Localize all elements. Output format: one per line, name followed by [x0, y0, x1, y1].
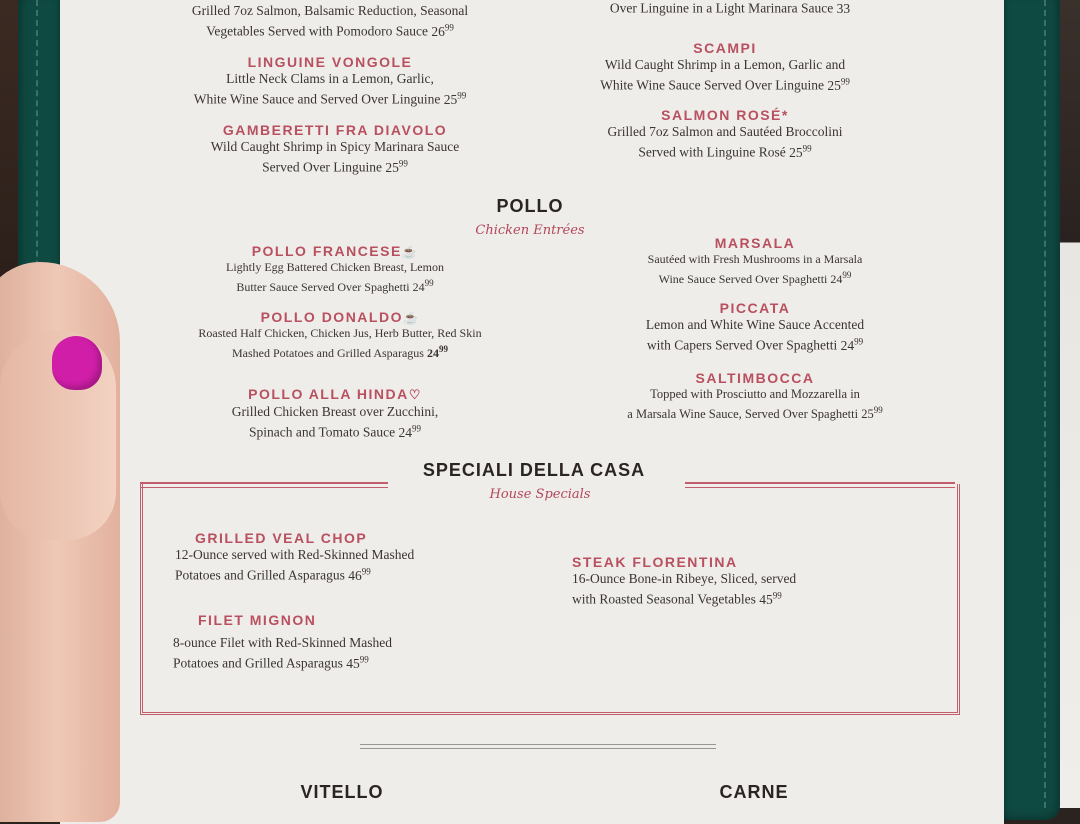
item-name: MARSALA [714, 235, 796, 251]
menu-item-saltimbocca [600, 370, 910, 422]
item-description: 12-Ounce served with Red-Skinned Mashed Potatoes and Grilled Asparagus $46^{99}$ [175, 547, 415, 583]
item-description: Topped with Prosciutto and Mozzarella in a Marsala Wine Sauce, Served Over Spaghetti $25^{99}$ [627, 387, 883, 422]
item-description: Wild Caught Shrimp in Spicy Marinara Sauce Served Over Linguine $25^{99}$ [210, 139, 460, 175]
item-name: POLLO ALLA HINDA♡ [248, 386, 422, 402]
menu-item-gamberetti [170, 122, 500, 176]
section-divider [360, 744, 716, 749]
section-title-carne: CARNE [719, 782, 789, 802]
menu-item-pollo-alla-hinda [190, 386, 480, 441]
item-name: PICCATA [719, 300, 791, 316]
section-title-pollo: POLLO [496, 196, 564, 216]
section-subtitle-pollo: Chicken Entrées [475, 223, 585, 238]
menu-item-pollo-donaldo [165, 309, 515, 361]
item-description: Grilled Chicken Breast over Zucchini, Spinach and Tomato Sauce $24^{99}$ [231, 404, 439, 440]
menu-item-pollo-francese [190, 243, 480, 295]
item-name: POLLO DONALDO☕ [260, 309, 420, 325]
menu-item-linguine-vongole [160, 54, 500, 108]
heart-icon: ♡ [408, 387, 422, 402]
item-name: SALMON ROSÉ* [661, 107, 789, 123]
menu-item-filet-mignon [173, 612, 443, 672]
menu-item-grilled-veal-chop [175, 530, 445, 584]
chef-hat-icon: ☕ [401, 245, 419, 259]
menu-item-salmon-balsamic [150, 2, 510, 40]
item-description: Roasted Half Chicken, Chicken Jus, Herb Butter, Red Skin Mashed Potatoes and Grilled Asparagus $24^{99}$ [198, 326, 482, 360]
item-description: Wild Caught Shrimp in a Lemon, Garlic and White Wine Sauce Served Over Linguine $25^{99}$ [600, 57, 850, 93]
item-description: 16-Ounce Bone-in Ribeye, Sliced, served with Roasted Seasonal Vegetables $45^{99}$ [572, 571, 797, 607]
item-description: Grilled 7oz Salmon and Sautéed Broccolini Served with Linguine Rosé $25^{99}$ [607, 124, 843, 160]
chef-hat-icon: ☕ [402, 311, 420, 325]
item-description: Over Linguine in a Light Marinara Sauce 33 [609, 0, 851, 16]
item-name: POLLO FRANCESE☕ [251, 243, 419, 259]
item-name: SCAMPI [693, 40, 757, 56]
item-name: STEAK FLORENTINA [572, 554, 738, 570]
item-description: 8-ounce Filet with Red-Skinned Mashed Potatoes and Grilled Asparagus $45^{99}$ [173, 635, 392, 671]
section-title-speciali: SPECIALI DELLA CASA [422, 460, 646, 480]
menu-item-top-right [580, 0, 880, 17]
item-description: Lemon and White Wine Sauce Accented with Capers Served Over Spaghetti $24^{99}$ [645, 317, 865, 353]
item-name: SALTIMBOCCA [695, 370, 815, 386]
section-subtitle-speciali: House Specials [489, 487, 591, 502]
menu-item-salmon-rose [575, 107, 875, 161]
item-name: GAMBERETTI FRA DIAVOLO [222, 122, 448, 138]
painted-nail [52, 336, 102, 390]
section-title-vitello: VITELLO [300, 782, 384, 802]
item-name: GRILLED VEAL CHOP [195, 530, 368, 546]
menu-item-scampi [575, 40, 875, 94]
item-name: FILET MIGNON [198, 612, 317, 628]
menu-item-steak-florentina [572, 554, 842, 608]
item-description: Little Neck Clams in a Lemon, Garlic, White Wine Sauce and Served Over Linguine $25^{99}$ [193, 71, 467, 107]
item-name: LINGUINE VONGOLE [247, 54, 413, 70]
cover-stitching-right [1044, 0, 1046, 808]
menu-item-marsala [600, 235, 910, 287]
menu-item-piccata [600, 300, 910, 354]
item-description: Sautéed with Fresh Mushrooms in a Marsala Wine Sauce Served Over Spaghetti $24^{99}$ [647, 252, 863, 286]
item-description: Grilled 7oz Salmon, Balsamic Reduction, Seasonal Vegetables Served with Pomodoro Sauce $26^{99}$ [191, 3, 469, 39]
item-description: Lightly Egg Battered Chicken Breast, Lemon Butter Sauce Served Over Spaghetti $24^{99}$ [226, 260, 444, 294]
